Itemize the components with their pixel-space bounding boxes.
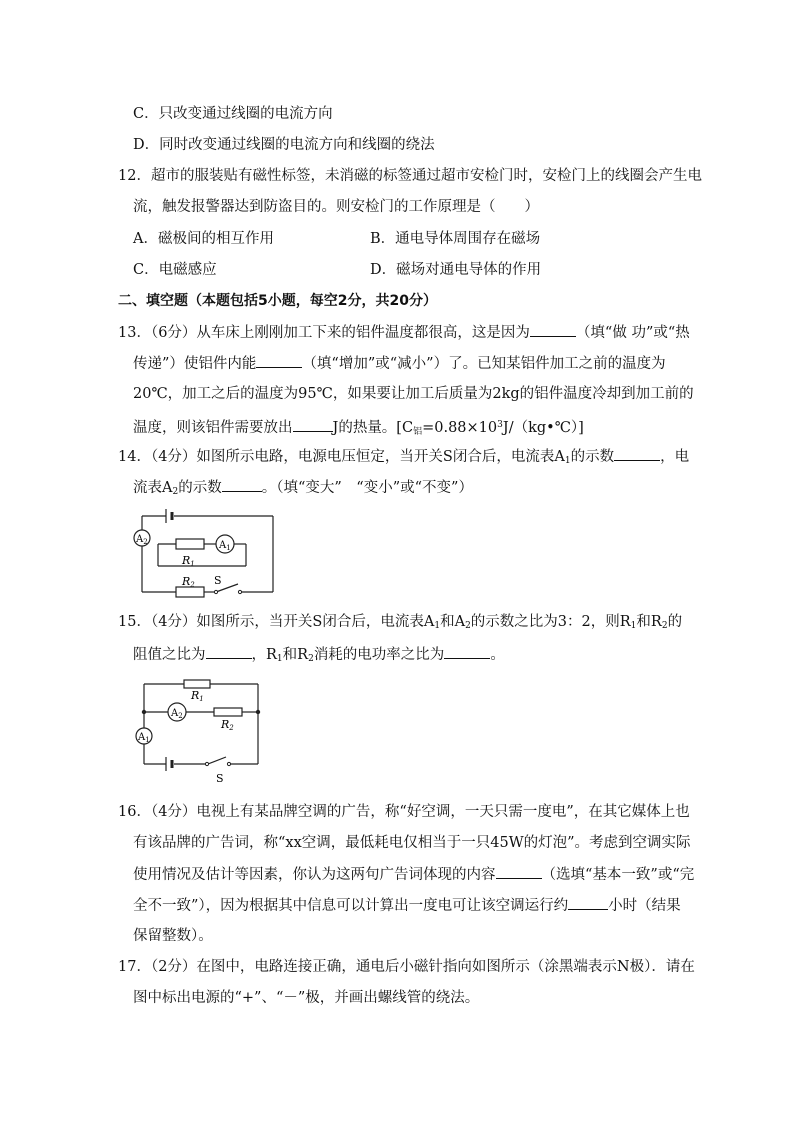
q14-text: ，电 (660, 449, 690, 465)
q14-text: 流表A (133, 480, 173, 496)
q14-line2 (133, 477, 473, 502)
label-a2: $A_2$ (171, 708, 183, 720)
subscript: 2 (308, 654, 314, 664)
q15-text: 和A (440, 614, 466, 630)
q16-text: 使用情况及估计等因素，你认为这两句广告词体现的内容 (133, 867, 496, 883)
q15-text: ，R (251, 647, 277, 663)
q13-text: （填“增加”或“减小”）了。已知某铝件加工之前的温度为 (302, 356, 666, 372)
q13-line1 (118, 322, 690, 343)
subscript: 2 (465, 621, 471, 631)
switch-contact (205, 762, 208, 765)
section-heading-fill-in: 二、填空题（本题包括5小题，每空2分，共20分） (118, 293, 437, 309)
q15-text: 。 (490, 647, 505, 663)
label-switch: S (216, 772, 224, 784)
subscript: 1 (630, 621, 637, 631)
label-a1: $A_1$ (138, 732, 150, 744)
q17-line2: 图中标出电源的“+”、“－”极，并画出螺线管的绕法。 (133, 990, 480, 1006)
q13-line4 (133, 415, 584, 442)
resistor-r1 (184, 680, 210, 688)
q15-text: 的 (667, 614, 683, 630)
subscript: 1 (564, 456, 571, 466)
label-r2: R2 (182, 575, 195, 589)
switch-contact (214, 590, 217, 593)
q15-circuit-diagram (128, 676, 268, 784)
q11-option-d: D．同时改变通过线圈的电流方向和线圈的绕法 (133, 137, 435, 153)
switch-contact (238, 590, 241, 593)
q14-circuit-diagram (128, 506, 278, 602)
q14-line1 (118, 446, 689, 471)
resistor-r2 (214, 708, 242, 716)
q16-text: 全不一致”），因为根据其中信息可以计算出一度电可让该空调运行约 (133, 898, 569, 914)
answer-blank[interactable] (293, 417, 333, 432)
q14-text: 14．（4分）如图所示电路，电源电压恒定，当开关S闭合后，电流表A (118, 449, 565, 465)
answer-blank[interactable] (222, 477, 262, 492)
q13-text: 温度，则该铝件需要放出 (133, 420, 293, 436)
q13-text: 13．（6分）从车床上刚刚加工下来的铝件温度都很高，这是因为 (118, 325, 530, 341)
q12-stem-line2: 流，触发报警器达到防盗目的。则安检门的工作原理是（ ） (133, 199, 539, 215)
subscript: 1 (276, 654, 283, 664)
switch-contact (227, 762, 230, 765)
q12-option-b: B．通电导体周围存在磁场 (370, 231, 541, 247)
q15-text: 的示数之比为3：2，则R (470, 614, 631, 630)
q12-option-a: A．磁极间的相互作用 (133, 231, 274, 247)
q14-text: 的示数 (178, 480, 222, 496)
q15-text: 和R (636, 614, 662, 630)
label-a1: $A_1$ (219, 540, 231, 552)
q13-line2 (133, 353, 666, 374)
q13-text: =0.88×10 (422, 420, 498, 436)
junction-dot (142, 710, 146, 714)
q16-text: （选填“基本一致”或“完 (541, 867, 695, 883)
answer-blank[interactable] (568, 895, 608, 910)
label-r1: R1 (191, 689, 204, 703)
q15-text: 15．（4分）如图所示，当开关S闭合后，电流表A (118, 614, 435, 630)
q13-text: 传递”）使铝件内能 (133, 356, 257, 372)
q12-option-c: C．电磁感应 (133, 262, 217, 278)
subscript: 2 (661, 621, 668, 631)
q14-text: 。（填“变大” “变小”或“不变”） (261, 480, 473, 496)
q16-line1: 16．（4分）电视上有某品牌空调的广告，称“好空调，一天只需一度电”，在其它媒体上也 (118, 804, 690, 820)
q12-options-row1 (133, 229, 541, 249)
q16-line4 (133, 895, 681, 916)
superscript: 3 (497, 420, 503, 430)
answer-blank[interactable] (256, 353, 302, 368)
q15-text: 和R (282, 647, 309, 663)
answer-blank[interactable] (530, 322, 576, 337)
q17-line1: 17．（2分）在图中，电路连接正确，通电后小磁针指向如图所示（涂黑端表示N极）．请在 (118, 959, 695, 975)
q13-text: J的热量。[C (332, 420, 414, 436)
answer-blank[interactable] (496, 864, 542, 879)
label-switch: S (214, 574, 222, 587)
label-r2: R2 (221, 718, 234, 732)
subscript: 2 (172, 487, 179, 497)
q12-options-row2 (133, 260, 542, 280)
resistor-r1 (176, 539, 204, 549)
label-r1: R1 (182, 554, 195, 568)
answer-blank[interactable] (444, 644, 490, 659)
q15-line2 (133, 644, 505, 669)
subscript: 1 (434, 621, 441, 631)
answer-blank[interactable] (206, 644, 252, 659)
q16-line2: 有该品牌的广告词，称“xx空调，最低耗电仅相当于一只45W的灯泡”。考虑到空调实际 (133, 835, 691, 851)
q14-text: 的示数 (570, 449, 615, 465)
q15-text: 消耗的电功率之比为 (313, 647, 445, 663)
q12-option-d: D．磁场对通电导体的作用 (370, 262, 542, 278)
answer-blank[interactable] (614, 446, 660, 461)
subscript: 铝 (413, 427, 423, 437)
q16-line5: 保留整数）。 (133, 928, 213, 944)
q11-option-c: C．只改变通过线圈的电流方向 (133, 106, 333, 122)
label-a2: $A_2$ (136, 534, 148, 546)
q15-text: 阻值之比为 (133, 647, 206, 663)
q13-text: （填“做 功”或“热 (575, 325, 690, 341)
q13-line3: 20℃，加工之后的温度为95℃，如果要让加工后质量为2kg的铝件温度冷却到加工前的 (133, 386, 694, 402)
q15-line1 (118, 612, 682, 636)
q12-stem-line1: 12．超市的服装贴有磁性标签，未消磁的标签通过超市安检门时，安检门上的线圈会产生电 (118, 168, 702, 184)
q16-line3 (133, 864, 694, 885)
q13-text: J/（kg•℃）] (502, 420, 584, 436)
junction-dot (256, 710, 260, 714)
q16-text: 小时（结果 (608, 898, 681, 914)
